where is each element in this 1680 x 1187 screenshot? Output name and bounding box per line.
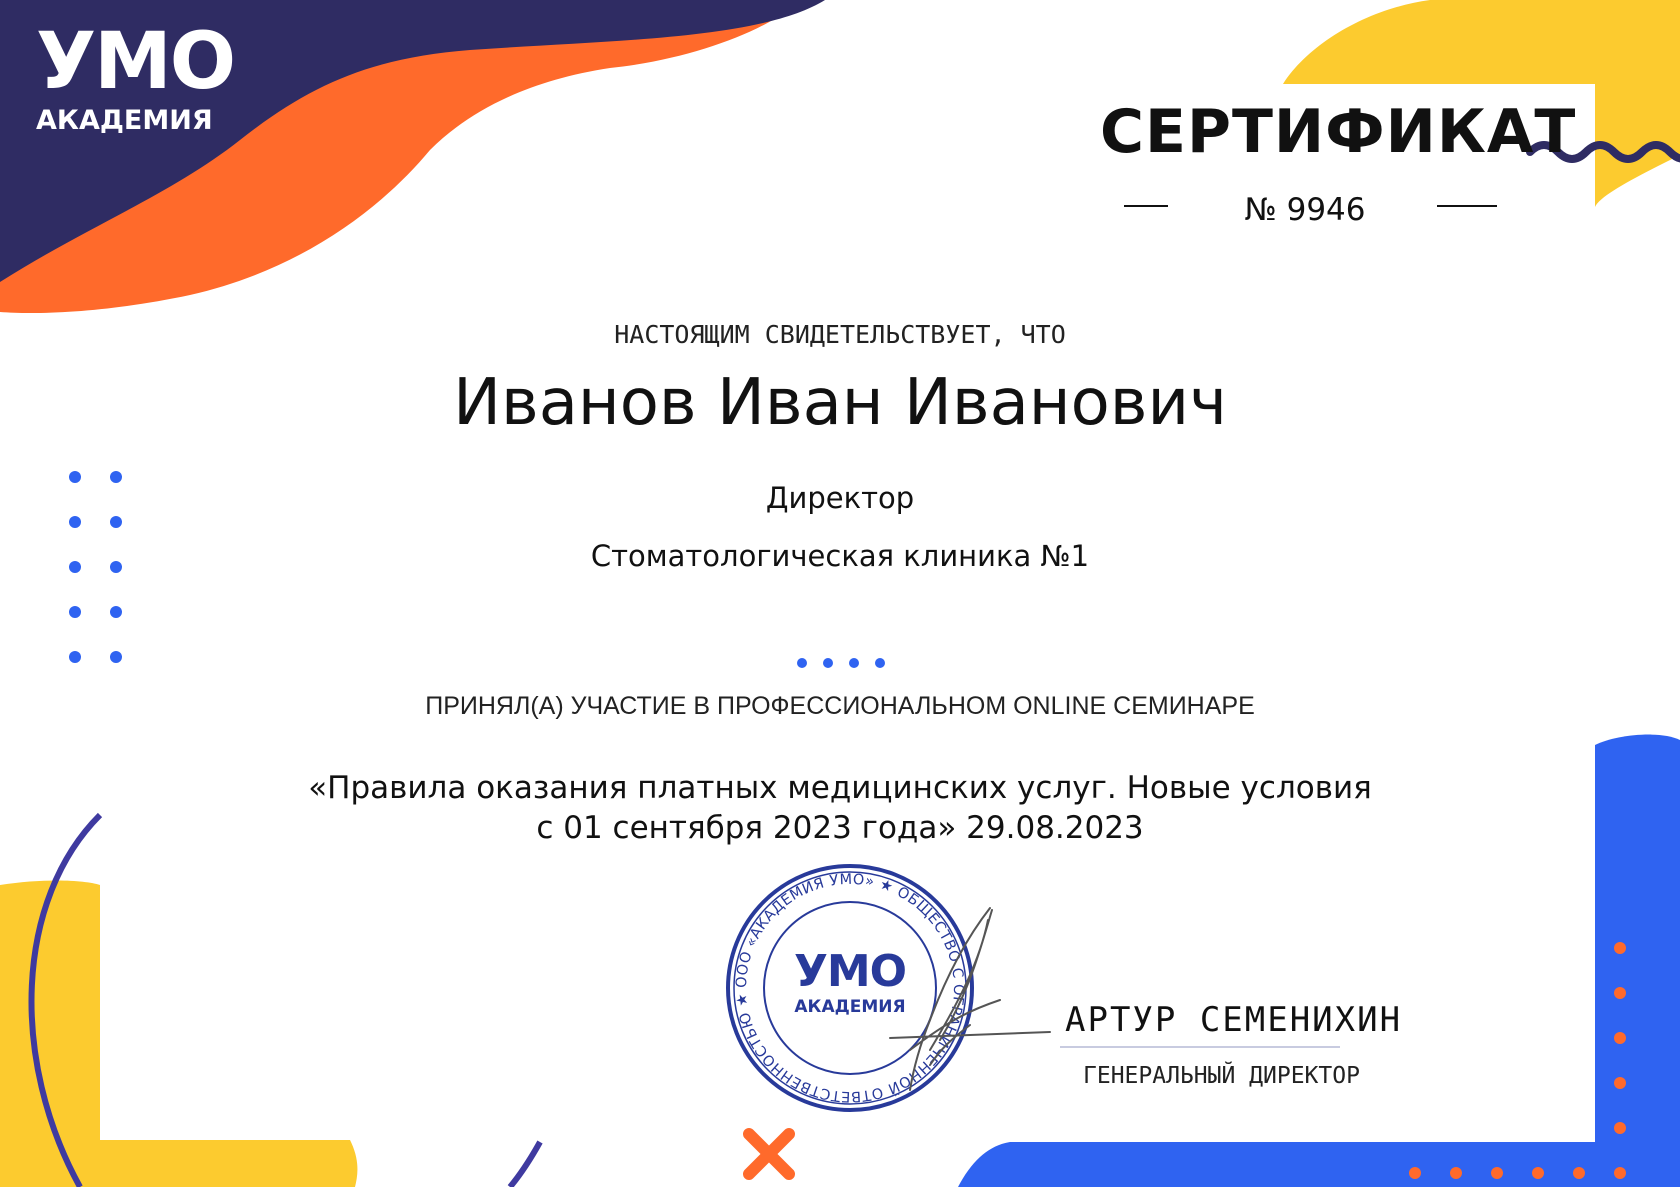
- stamp-logo-sub: АКАДЕМИЯ: [794, 997, 906, 1017]
- logo-main-text: УМО: [36, 17, 235, 107]
- seminar-title: [0, 768, 1680, 848]
- recipient-organization: Стоматологическая клиника №1: [590, 539, 1090, 573]
- number-dash-right: [1437, 205, 1497, 207]
- divider-dots: [797, 658, 885, 668]
- signer-title: ГЕНЕРАЛЬНЫЙ ДИРЕКТОР: [1083, 1063, 1360, 1089]
- blue-bottom-shape: [958, 1142, 1595, 1187]
- intro-text: НАСТОЯЩИМ СВИДЕТЕЛЬСТВУЕТ, ЧТО: [614, 320, 1066, 349]
- participation-text: ПРИНЯЛ(А) УЧАСТИЕ В ПРОФЕССИОНАЛЬНОМ ONLINE СЕМИНАРЕ: [425, 692, 1255, 720]
- seminar-title-line-1: «Правила оказания платных медицинских услуг. Новые условия: [308, 770, 1372, 806]
- stamp-outer-text: ООО «АКАДЕМИЯ УМО» ★ ОБЩЕСТВО С ОГРАНИЧЕННОЙ ОТВЕТСТВЕННОСТЬЮ ★: [733, 871, 967, 1105]
- signer-name: АРТУР СЕМЕНИХИН: [1065, 1000, 1403, 1040]
- logo-sub-text: АКАДЕМИЯ: [36, 105, 213, 136]
- purple-arc-small: [510, 1142, 540, 1187]
- yellow-bottom-left-shape: [0, 880, 357, 1187]
- signer-underline: [1060, 1046, 1340, 1048]
- stamp-logo-main: УМО: [793, 946, 907, 997]
- signature-icon: [870, 900, 1070, 1100]
- recipient-position: Директор: [765, 481, 915, 515]
- seminar-title-line-2: с 01 сентября 2023 года» 29.08.2023: [536, 810, 1144, 846]
- certificate-title: СЕРТИФИКАТ: [1100, 97, 1577, 167]
- orange-cross: [749, 1134, 789, 1174]
- certificate-number: № 9946: [1244, 192, 1366, 228]
- recipient-name: Иванов Иван Иванович: [453, 366, 1227, 440]
- academy-logo: [36, 17, 235, 136]
